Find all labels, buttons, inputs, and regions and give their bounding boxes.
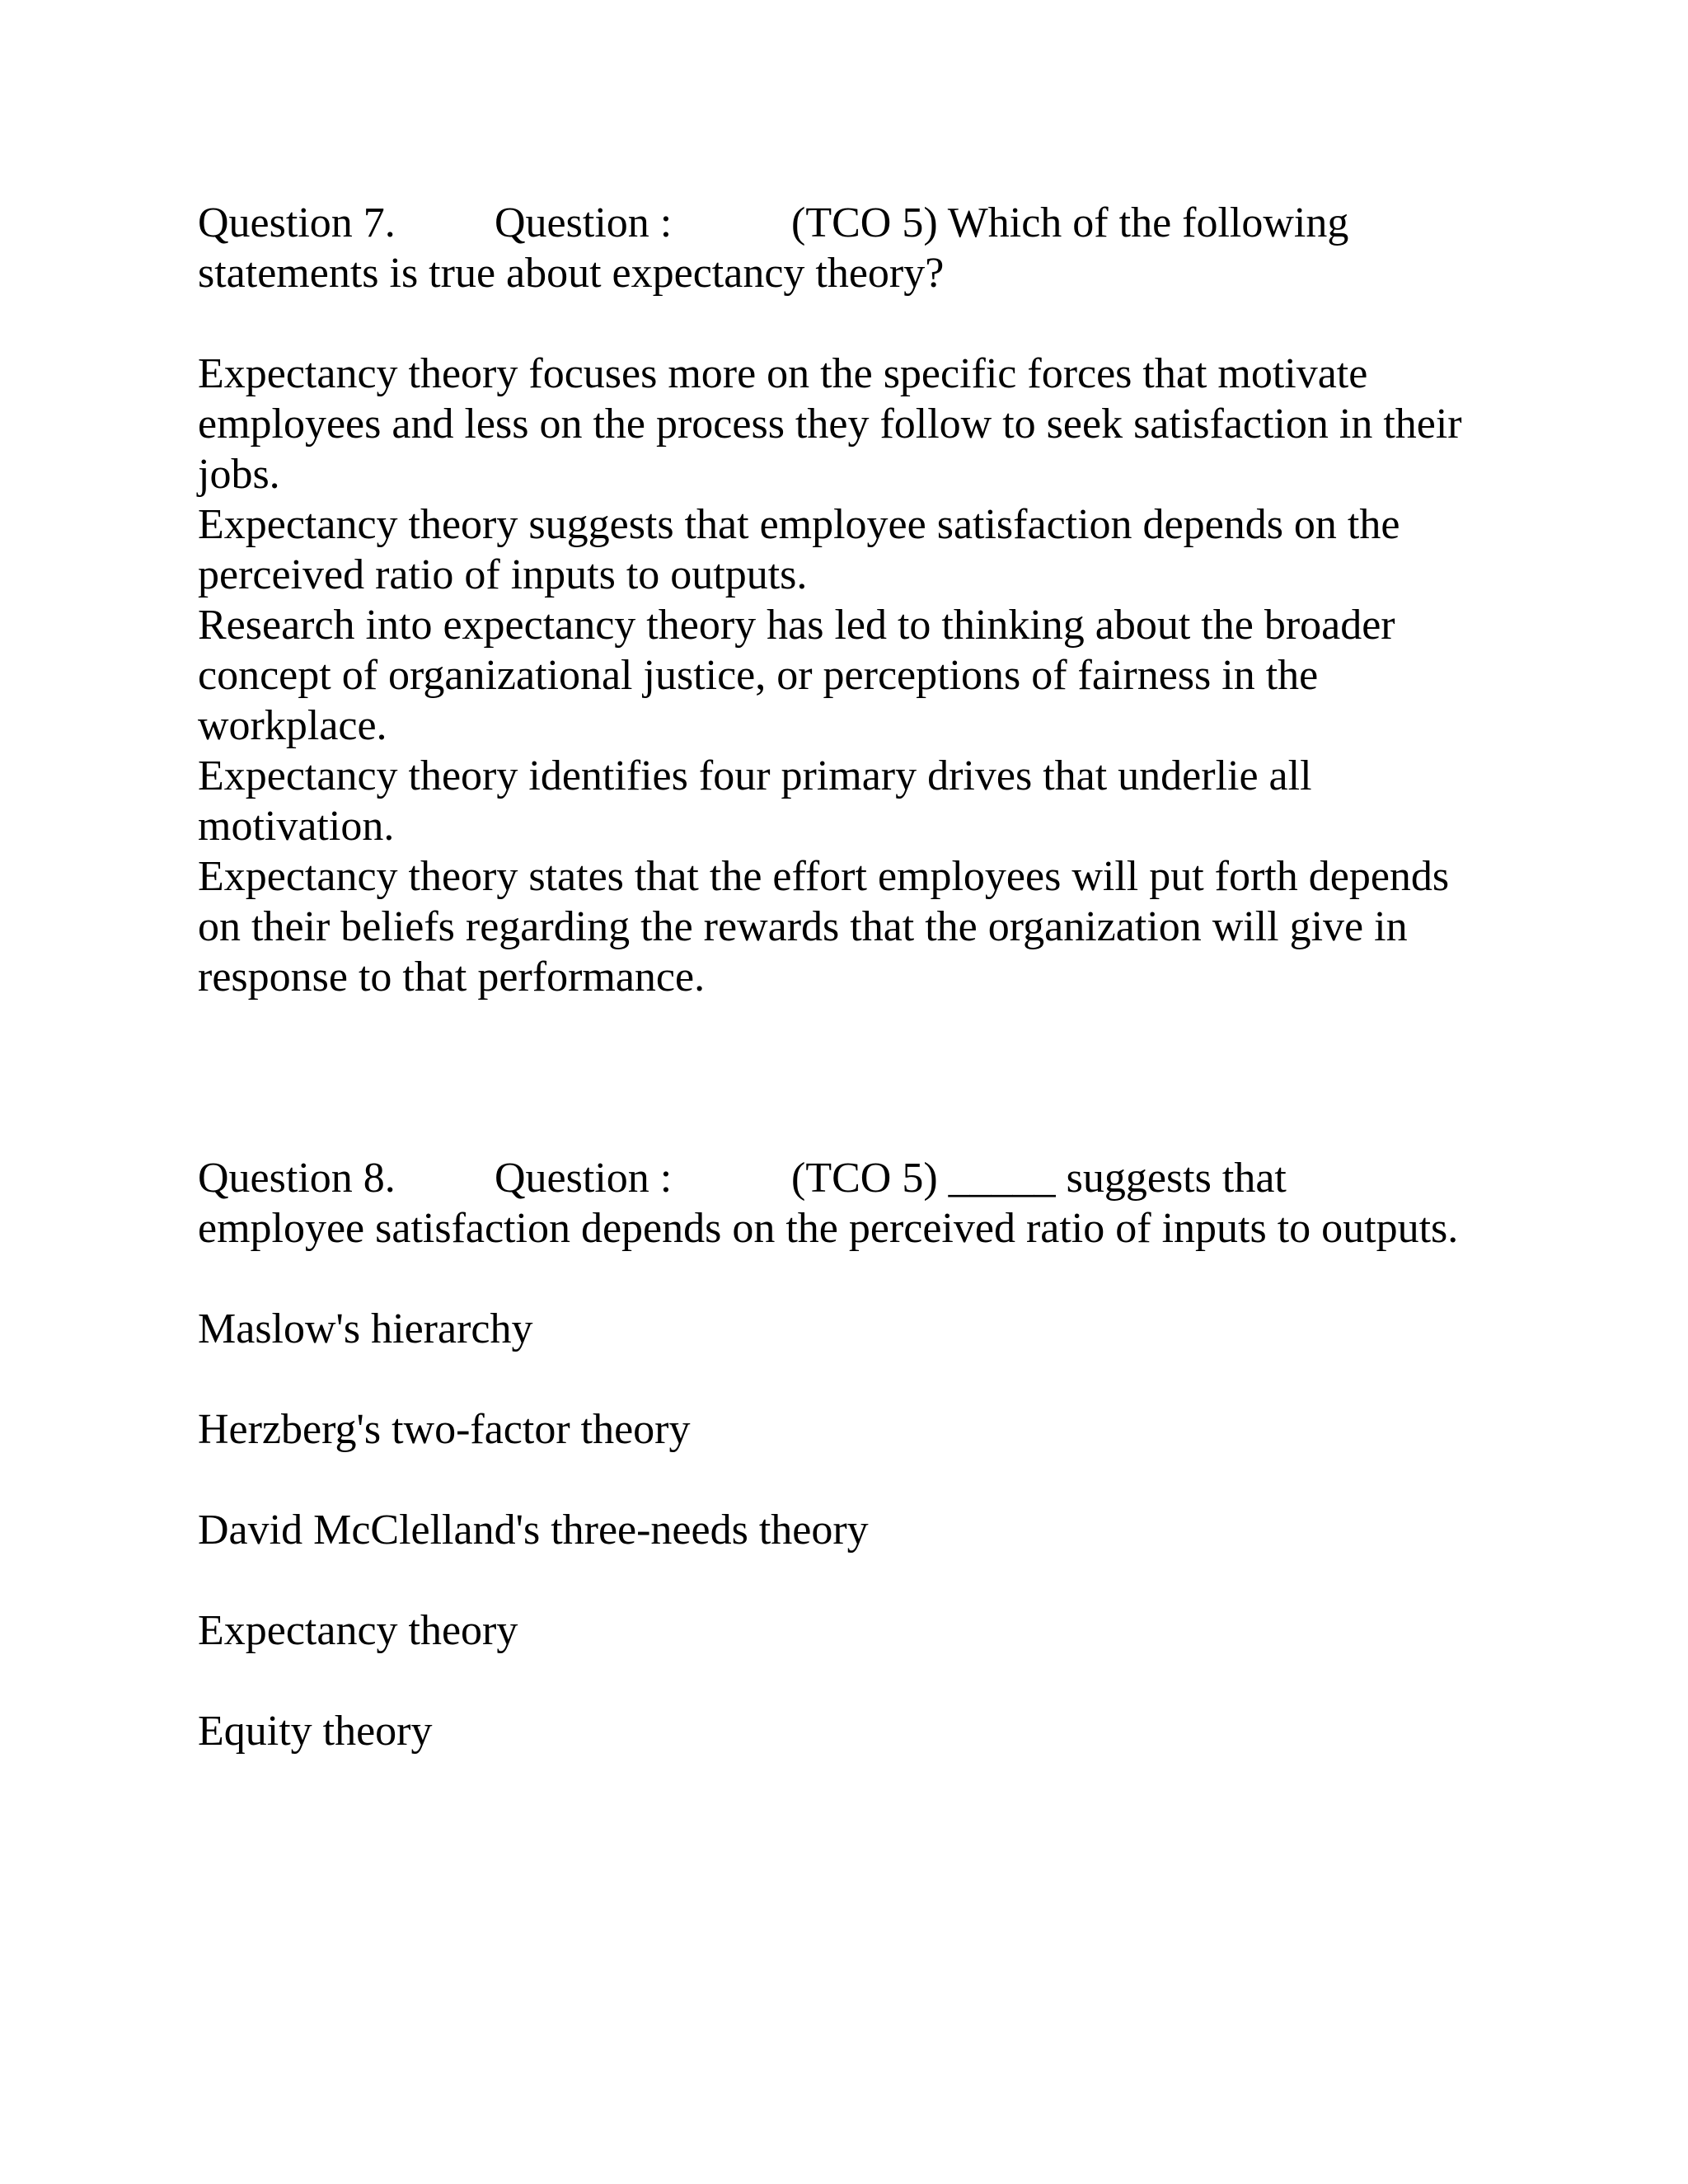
question-7 [198, 198, 1484, 1002]
page-content [198, 198, 1484, 1807]
question-8-options [198, 1304, 1484, 1756]
question-8-number: Question 8. [198, 1155, 396, 1202]
question-8-label: Question : [495, 1155, 673, 1202]
question-8-option-5: Equity theory [198, 1708, 433, 1755]
question-8-option-1: Maslow's hierarchy [198, 1305, 533, 1352]
question-7-options [198, 349, 1484, 1002]
question-7-header [198, 198, 1484, 248]
question-7-option-3: Research into expectancy theory has led to thinking about the broader concept of organizational justice, or perceptions of fairness in the workplace. [198, 602, 1395, 749]
question-8-option-2: Herzberg's two-factor theory [198, 1406, 691, 1453]
question-8-option-3: David McClelland's three-needs theory [198, 1507, 869, 1554]
question-7-option-2: Expectancy theory suggests that employee satisfaction depends on the perceived ratio of inputs to outputs. [198, 501, 1400, 598]
question-8-prompt-rest: employee satisfaction depends on the perceived ratio of inputs to outputs. [198, 1205, 1459, 1252]
question-7-number: Question 7. [198, 199, 396, 246]
question-8 [198, 1153, 1484, 1756]
question-7-option-1: Expectancy theory focuses more on the specific forces that motivate employees and less on the process they follow to seek satisfaction in their jobs. [198, 350, 1462, 498]
question-7-option-5: Expectancy theory states that the effort employees will put forth depends on their beliefs regarding the rewards that the organization will give in response to that performance. [198, 853, 1450, 1001]
question-7-prompt-rest: statements is true about expectancy theory? [198, 250, 945, 297]
question-7-label: Question : [495, 199, 673, 246]
question-7-prompt-lead: (TCO 5) Which of the following [791, 199, 1349, 246]
question-8-header [198, 1153, 1484, 1203]
question-8-option-4: Expectancy theory [198, 1607, 518, 1654]
question-8-prompt-lead: (TCO 5) _____ suggests that [791, 1155, 1287, 1202]
question-7-option-4: Expectancy theory identifies four primary drives that underlie all motivation. [198, 752, 1312, 850]
